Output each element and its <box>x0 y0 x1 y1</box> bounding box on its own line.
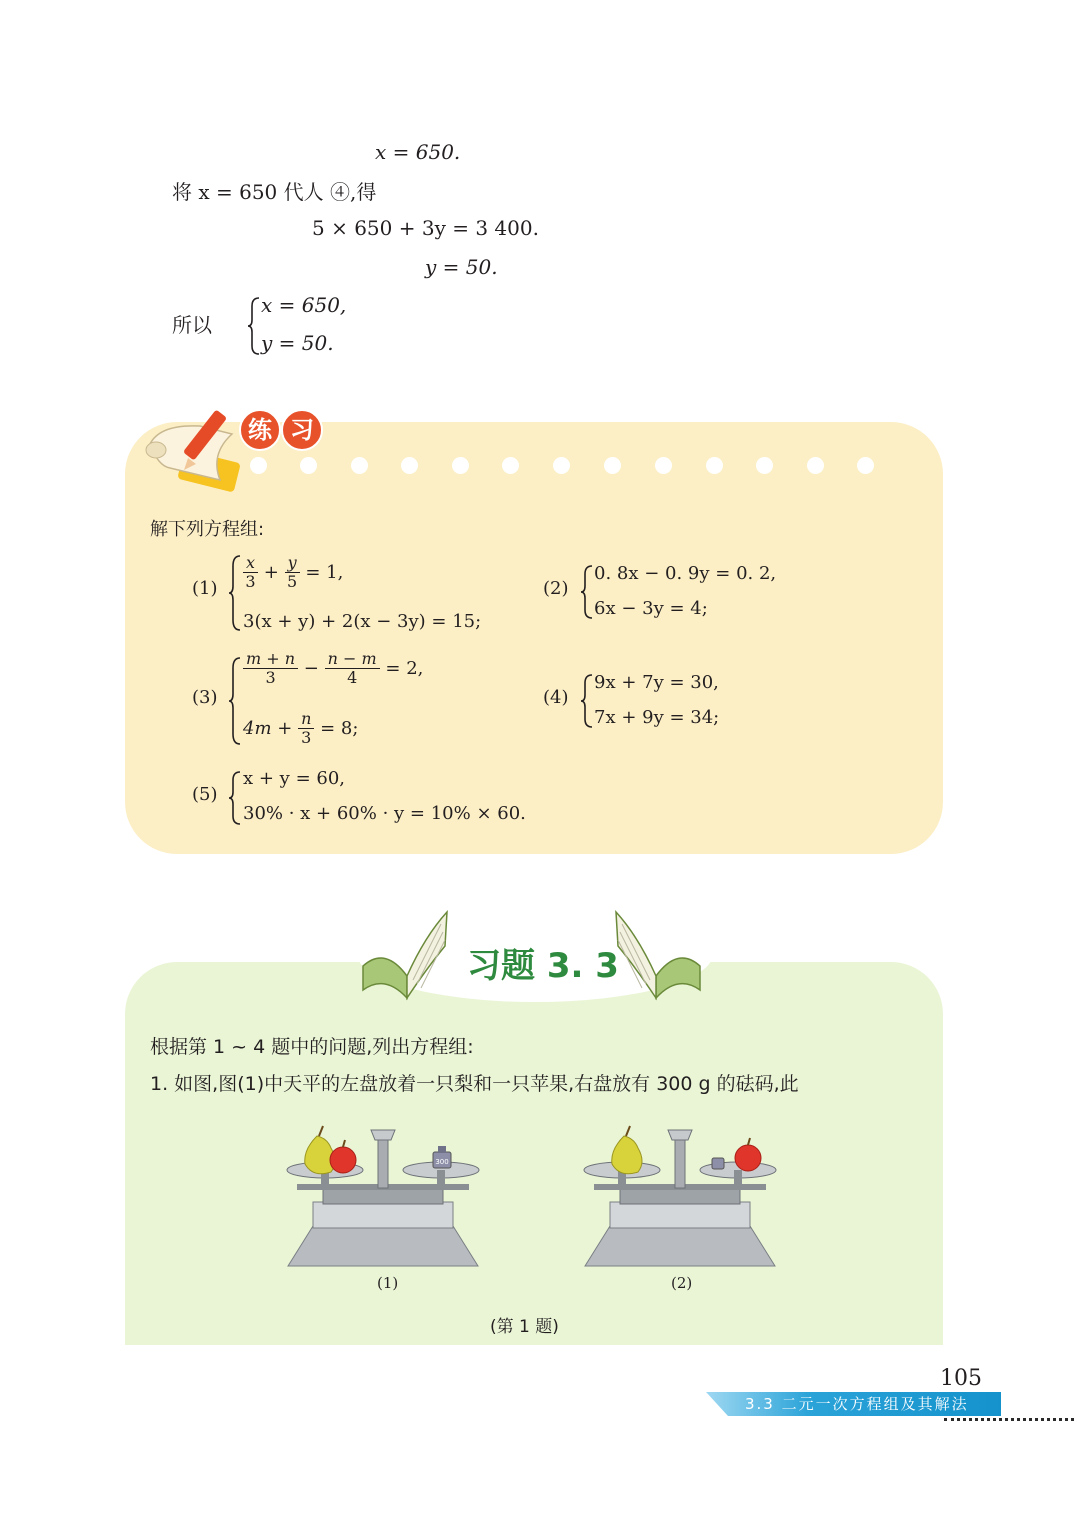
problem-1-eq2: 3(x + y) + 2(x − 3y) = 15; <box>243 611 482 632</box>
solution-system-x: x = 650, <box>261 293 347 317</box>
decor-dot <box>401 457 418 474</box>
decor-dot <box>807 457 824 474</box>
figure-2-caption: (2) <box>671 1274 693 1292</box>
solution-line-y: y = 50. <box>425 255 498 279</box>
practice-title-char-2: 习 <box>281 409 323 451</box>
p3-eq2-rhs: = 8; <box>320 718 359 739</box>
decor-dot <box>452 457 469 474</box>
problem-1-eq1 <box>243 554 343 591</box>
problem-5-eq1: x + y = 60, <box>243 768 345 789</box>
p3-minus: − <box>303 658 319 679</box>
open-book-icon <box>610 906 708 1002</box>
p3-eq2-lhs: 4m + <box>243 718 293 739</box>
problem-2-eq2: 6x − 3y = 4; <box>594 598 708 619</box>
decor-dot <box>351 457 368 474</box>
exercise-panel <box>125 962 943 1345</box>
p1-frac2-den: 5 <box>287 572 298 591</box>
decor-dot <box>553 457 570 474</box>
p3-frac3-den: 3 <box>301 728 312 747</box>
decor-dot <box>250 457 267 474</box>
problem-2-brace <box>580 564 594 620</box>
decor-dot <box>655 457 672 474</box>
footer-dotted-line <box>944 1418 1074 1421</box>
figure-caption: (第 1 题) <box>490 1317 559 1337</box>
problem-3-brace <box>228 656 242 746</box>
problem-1-brace <box>228 554 242 632</box>
section-banner-text: 3.3 二元一次方程组及其解法 <box>745 1395 969 1413</box>
decor-dot <box>756 457 773 474</box>
problem-5-brace <box>228 770 242 826</box>
problem-4-eq1: 9x + 7y = 30, <box>594 672 719 693</box>
p1-frac1-den: 3 <box>245 572 256 591</box>
exercise-question-1: 1. 如图,图(1)中天平的左盘放着一只梨和一只苹果,右盘放有 300 g 的砝码,此 <box>150 1073 799 1095</box>
practice-title-char-1: 练 <box>239 409 281 451</box>
pencil-scroll-icon <box>140 404 250 496</box>
p3-frac3-num: n <box>298 710 314 729</box>
page-number: 105 <box>940 1366 982 1391</box>
decor-dot <box>300 457 317 474</box>
balance-scale-figure-2 <box>580 1122 780 1270</box>
p3-frac2-num: n − m <box>325 650 380 669</box>
solution-brace <box>247 296 261 356</box>
solution-equation-line: 5 × 650 + 3y = 3 400. <box>312 216 539 240</box>
solution-substitute-line: 将 x = 650 代人 ④,得 <box>172 180 377 204</box>
problem-3-eq1 <box>243 650 423 687</box>
p1-frac2-num: y <box>285 554 300 573</box>
p3-frac1-den: 3 <box>265 668 276 687</box>
p1-frac1-num: x <box>243 554 258 573</box>
figure-1-caption: (1) <box>377 1274 399 1292</box>
exercise-title: 习题 3. 3 <box>467 946 619 986</box>
problem-5-label: (5) <box>192 784 218 805</box>
solution-line-x: x = 650. <box>375 140 461 164</box>
p1-plus: + <box>263 562 279 583</box>
p3-frac1-num: m + n <box>243 650 298 669</box>
problem-5-eq2: 30% · x + 60% · y = 10% × 60. <box>243 803 526 824</box>
decor-dot <box>502 457 519 474</box>
weight-label: 300 <box>435 1158 449 1166</box>
problem-4-label: (4) <box>543 687 569 708</box>
open-book-icon <box>355 906 453 1002</box>
p3-frac2-den: 4 <box>347 668 358 687</box>
problem-2-eq1: 0. 8x − 0. 9y = 0. 2, <box>594 563 777 584</box>
p3-eq1-rhs: = 2, <box>385 658 424 679</box>
decor-dot <box>857 457 874 474</box>
problem-3-label: (3) <box>192 687 218 708</box>
problem-1-label: (1) <box>192 578 218 599</box>
p1-eq1-rhs: = 1, <box>305 562 344 583</box>
problem-4-eq2: 7x + 9y = 34; <box>594 707 720 728</box>
practice-intro: 解下列方程组: <box>150 519 265 540</box>
balance-scale-figure-1 <box>283 1122 483 1270</box>
problem-2-label: (2) <box>543 578 569 599</box>
exercise-intro: 根据第 1 ~ 4 题中的问题,列出方程组: <box>150 1036 474 1058</box>
problem-4-brace <box>580 673 594 729</box>
decor-dot <box>706 457 723 474</box>
decor-dot <box>604 457 621 474</box>
solution-so-label: 所以 <box>172 313 212 337</box>
solution-system-y: y = 50. <box>261 331 334 355</box>
problem-3-eq2 <box>243 710 358 747</box>
